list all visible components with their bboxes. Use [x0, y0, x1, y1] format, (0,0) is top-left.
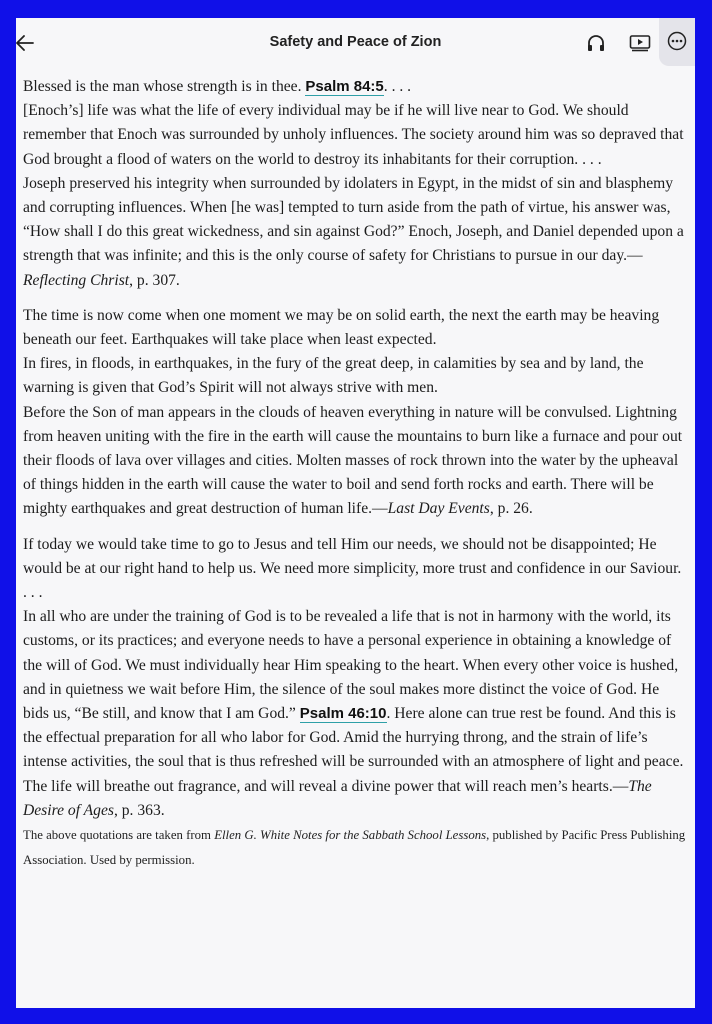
paragraph [23, 401, 688, 522]
more-options-icon [667, 31, 687, 51]
text-segment: . Here alone can true rest be found. And this is the effectual preparation for all who labor for God. Amid the hurrying throng, and the strain of life’s intense activities, the soul that is thus refreshed will be surrounded with an atmosphere of light and peace. The life will breathe out fragrance, and will reveal a divine power that will reach men’s hearts.— [23, 705, 684, 795]
text-segment: Blessed is the man whose strength is in thee. [23, 78, 306, 95]
quote-line [23, 75, 688, 99]
top-bar [16, 18, 695, 68]
text-segment: In all who are under the training of God is to be revealed a life that is not in harmony with the world, its customs, or its practices; and everyone needs to have a personal experience in obtaining a knowledge of the will of God. We must individually hear Him speaking to the heart. When every other voice is hushed, and in quietness we wait before Him, the silence of the soul makes more distinct the voice of God. He bids us, “Be still, and know that I am God.” [23, 608, 679, 723]
source-title: Reflecting Christ [23, 271, 130, 289]
footnote [23, 823, 688, 873]
text-segment: Joseph preserved his integrity when surrounded by idolaters in Egypt, in the midst of sin and blasphemy and corrupting influences. When [he was] tempted to turn aside from the path of virtue, his answer was, “How shall I do this great wickedness, and sin against God?” Enoch, Joseph, and Daniel depended upon a strength that was infinite; and this is the only course of safety for Christians to pursue in our day.— [23, 174, 684, 265]
more-options-button[interactable] [659, 18, 695, 66]
page-reference: , p. 363. [113, 801, 165, 819]
page-title: Safety and Peace of Zion [269, 34, 442, 50]
bible-reference-link[interactable]: Psalm 46:10 [299, 705, 387, 723]
paragraph: If today we would take time to go to Jesus and tell Him our needs, we should not be disappointed; He would be at our right hand to help us. We need more simplicity, more trust and confidence in our Saviour. . . . [23, 535, 682, 602]
text-segment: The above quotations are taken from [23, 828, 215, 843]
paragraph [23, 605, 688, 823]
source-title: Last Day Events [387, 500, 490, 518]
page-reference: , p. 26. [489, 500, 533, 518]
headphones-icon [586, 34, 606, 52]
text-segment: Before the Son of man appears in the clouds of heaven everything in nature will be convulsed. Lightning from heaven uniting with the fire in the earth will cause the mountains to burn like a furnace and pour out their floods of lava over villages and cities. Molten masses of rock thrown into the water by the upheaval of things hidden in the earth will cause the water to boil and send forth rocks and earth. There will be mighty earthquakes and great destruction of human life.— [23, 403, 683, 518]
paragraph [23, 172, 688, 293]
play-video-icon [629, 34, 651, 52]
text-segment: . . . . [383, 78, 412, 95]
paragraph: [Enoch’s] life was what the life of every individual may be if he will live near to God. We should remember that Enoch was surrounded by unholy influences. The society around him was so depraved that God brought a flood of waters on the world to destroy its inhabitants for their corruption. . . . [23, 102, 684, 168]
page-reference: , p. 307. [129, 271, 180, 289]
paragraph: The time is now come when one moment we may be on solid earth, the next the earth may be heaving beneath our feet. Earthquakes will take place when least expected. [23, 306, 660, 349]
listen-button[interactable] [584, 31, 608, 55]
video-button[interactable] [628, 31, 652, 55]
source-title: Ellen G. White Notes for the Sabbath School Lessons [214, 828, 487, 843]
text-segment: , published by Pacific Press Publishing Association. Used by permission. [23, 828, 686, 868]
reader-screen [16, 18, 695, 1008]
source-title: The Desire of Ages [23, 777, 652, 819]
lesson-content [23, 75, 688, 873]
bible-reference-link[interactable]: Psalm 84:5 [305, 78, 384, 95]
paragraph: In fires, in floods, in earthquakes, in the fury of the great deep, in calamities by sea and by land, the warning is given that God’s Spirit will not always strive with men. [23, 355, 644, 397]
